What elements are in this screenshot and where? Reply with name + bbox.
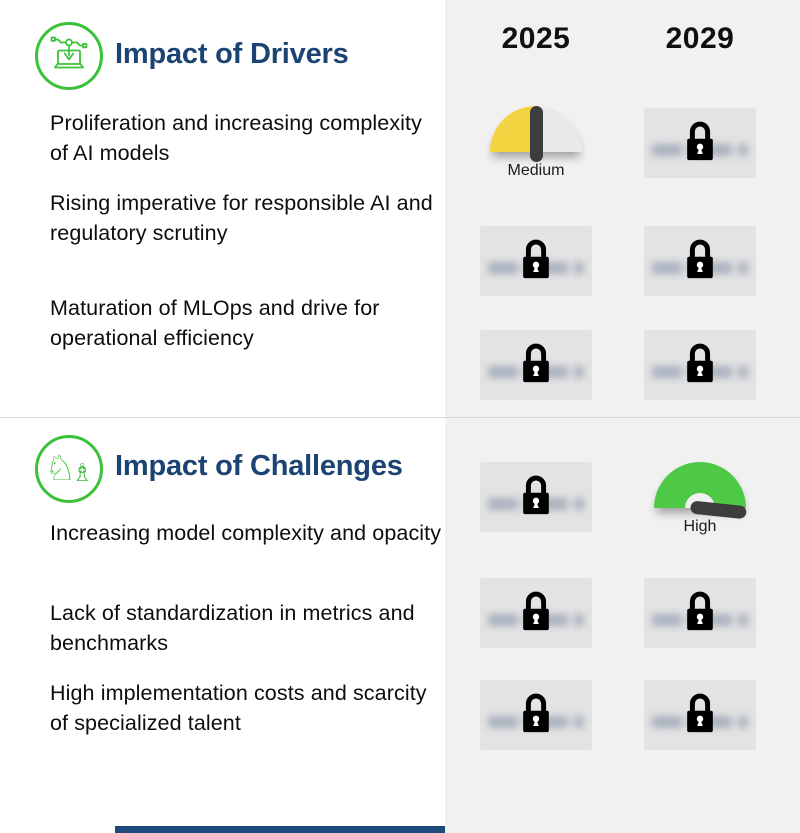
lock-icon <box>517 340 555 386</box>
bottom-accent-bar <box>115 826 445 833</box>
lock-icon <box>517 588 555 634</box>
cell-drivers-r3-2029-locked[interactable] <box>644 330 756 400</box>
lock-icon <box>681 340 719 386</box>
cell-drivers-r2-2025-locked[interactable] <box>480 226 592 296</box>
driver-row-label-2: Rising imperative for responsible AI and regulatory scrutiny <box>50 191 433 245</box>
lock-icon <box>681 236 719 282</box>
challenge-row-label-2: Lack of standardization in metrics and benchmarks <box>50 601 415 655</box>
lock-icon <box>681 588 719 634</box>
driver-row-label-3: Maturation of MLOps and drive for operational efficiency <box>50 296 380 350</box>
gauge-needle <box>530 106 543 162</box>
challenge-row-label-3: High implementation costs and scarcity of specialized talent <box>50 681 427 735</box>
knight-icon: ♘ <box>44 448 76 489</box>
lock-icon <box>517 236 555 282</box>
chess-pieces-icon <box>35 435 103 503</box>
column-header-2029: 2029 <box>665 22 735 55</box>
cell-drivers-r2-2029-locked[interactable] <box>644 226 756 296</box>
lock-icon <box>681 118 719 164</box>
cell-drivers-r1-2029-locked[interactable] <box>644 108 756 178</box>
gauge-level-label: Medium <box>507 162 565 179</box>
cell-drivers-r1-2025-gauge <box>480 104 592 188</box>
driver-row-label-1: Proliferation and increasing complexity of AI models <box>50 111 422 165</box>
lock-icon <box>517 690 555 736</box>
cell-challenges-r3-2029-locked[interactable] <box>644 680 756 750</box>
section-title-challenges: Impact of Challenges <box>115 450 403 482</box>
gauge-level-label: High <box>683 518 717 535</box>
cell-challenges-r2-2025-locked[interactable] <box>480 578 592 648</box>
lock-icon <box>681 690 719 736</box>
gauge-arc <box>654 462 746 508</box>
column-header-2025: 2025 <box>501 22 571 55</box>
cell-challenges-r2-2029-locked[interactable] <box>644 578 756 648</box>
cell-challenges-r3-2025-locked[interactable] <box>480 680 592 750</box>
cell-challenges-r1-2025-locked[interactable] <box>480 462 592 532</box>
ai-laptop-network-icon <box>35 22 103 90</box>
cell-challenges-r1-2029-gauge <box>644 460 756 544</box>
challenge-row-label-1: Increasing model complexity and opacity <box>50 521 442 545</box>
gauge-needle <box>689 500 746 519</box>
section-divider <box>0 417 800 418</box>
section-title-drivers: Impact of Drivers <box>115 38 349 70</box>
gauge-arc <box>490 106 582 152</box>
bishop-icon: ♗ <box>70 457 94 487</box>
lock-icon <box>517 472 555 518</box>
cell-drivers-r3-2025-locked[interactable] <box>480 330 592 400</box>
ai-laptop-network-glyph <box>47 34 91 78</box>
